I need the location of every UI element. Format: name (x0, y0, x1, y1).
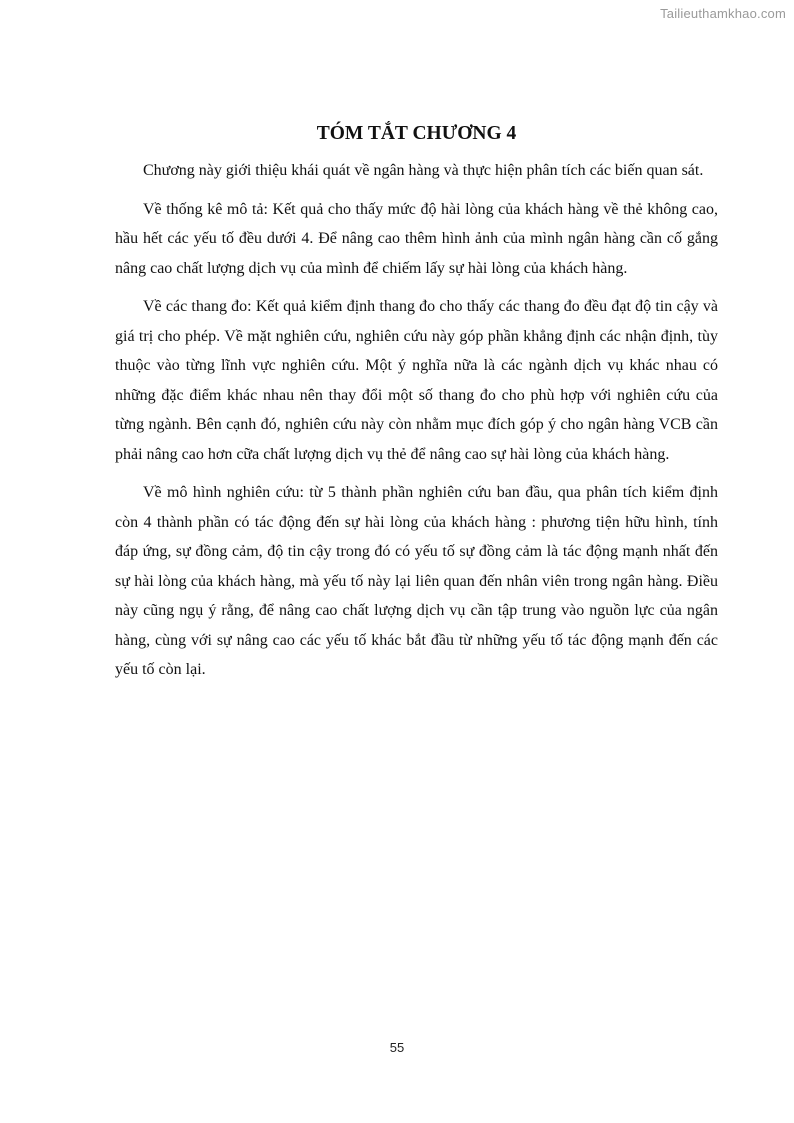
chapter-summary-title: TÓM TẮT CHƯƠNG 4 (316, 123, 517, 144)
watermark: Tailieuthamkhao.com (660, 6, 786, 21)
page-content (115, 120, 718, 694)
paragraph-research-model: Về mô hình nghiên cứu: từ 5 thành phần nghiên cứu ban đầu, qua phân tích kiểm định còn 4 thành phần có tác động đến sự hài lòng của khách hàng : phương tiện hữu hình, tính đáp ứng, sự đồng cảm, độ tin cậy trong đó có yếu tố sự đồng cảm là tác động mạnh nhất đến sự hài lòng của khách hàng, mà yếu tố này lại liên quan đến nhân viên trong ngân hàng. Điều này cũng ngụ ý rằng, để nâng cao chất lượng dịch vụ cần tập trung vào nguồn lực của ngân hàng, cùng với sự nâng cao các yếu tố khác bắt đầu từ những yếu tố tác động mạnh đến các yếu tố còn lại. (115, 484, 718, 678)
page-number: 55 (389, 1040, 405, 1055)
paragraph-descriptive-statistics: Về thống kê mô tả: Kết quả cho thấy mức độ hài lòng của khách hàng về thẻ không cao, hầu hết các yếu tố đều dưới 4. Để nâng cao thêm hình ảnh của mình ngân hàng cần cố gắng nâng cao chất lượng dịch vụ của mình để chiếm lấy sự hài lòng của khách hàng. (115, 200, 718, 277)
paragraph-intro: Chương này giới thiệu khái quát về ngân hàng và thực hiện phân tích các biến quan sát. (143, 162, 704, 179)
paragraph-scales: Về các thang đo: Kết quả kiểm định thang đo cho thấy các thang đo đều đạt độ tin cậy và giá trị cho phép. Về mặt nghiên cứu, nghiên cứu này góp phần khẳng định các nhận định, tùy thuộc vào từng lĩnh vực nghiên cứu. Một ý nghĩa nữa là các ngành dịch vụ khác nhau có những đặc điểm khác nhau nên thay đổi một số thang đo cho phù hợp với nghiên cứu của từng ngành. Bên cạnh đó, nghiên cứu này còn nhằm mục đích góp ý cho ngân hàng VCB cần phải nâng cao hơn cữa chất lượng dịch vụ thẻ để nâng cao sự hài lòng của khách hàng. (115, 298, 718, 463)
